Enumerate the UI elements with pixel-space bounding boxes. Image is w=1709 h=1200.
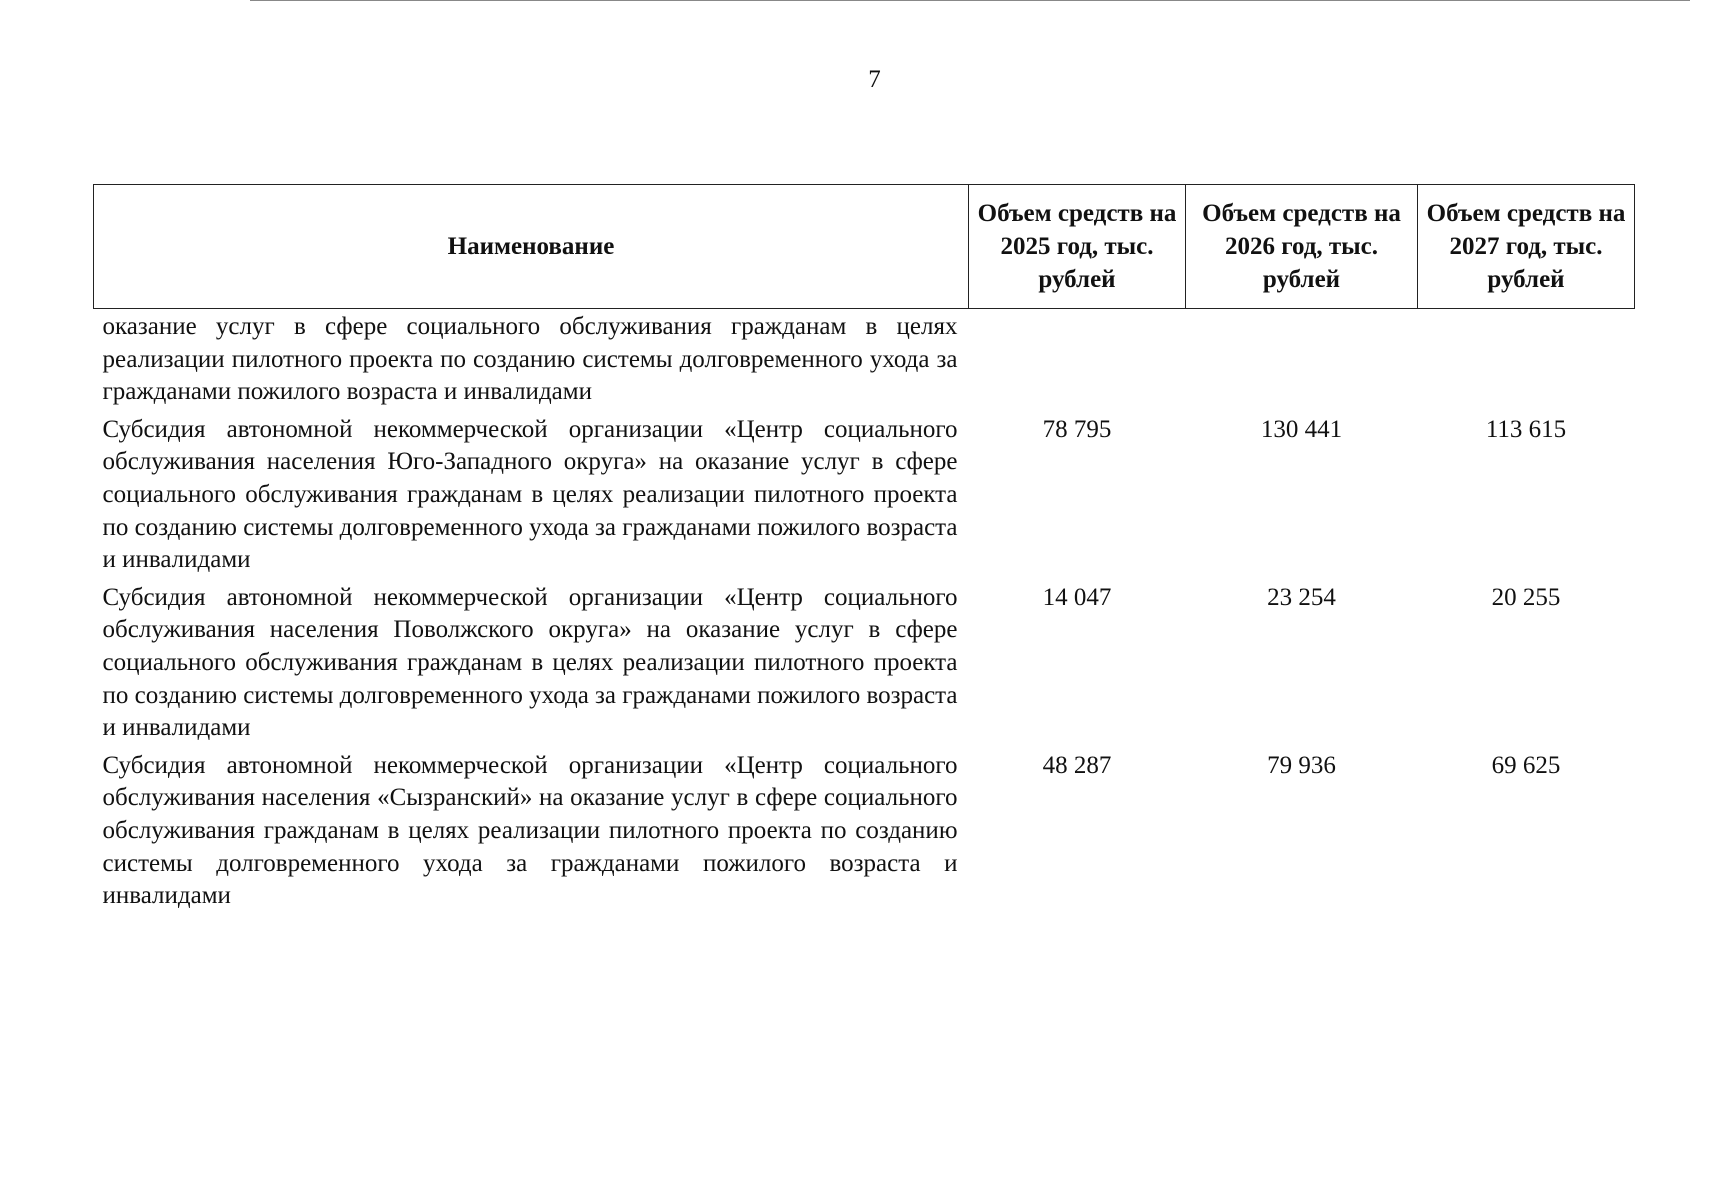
budget-table bbox=[93, 184, 1635, 918]
table-body bbox=[94, 309, 1635, 918]
row-2026-cell: 130 441 bbox=[1260, 415, 1343, 443]
table-row bbox=[94, 414, 1635, 582]
row-name-cell: Субсидия автономной некоммерческой организации «Центр социального обслуживания населения Поволжского округа» на оказание услуг в сфере социального обслуживания гражданам в целях реализации пилотного проекта по созданию системы долговременного ухода за гражданами пожилого возраста и инвалидами bbox=[102, 583, 958, 742]
header-2026: Объем средств на 2026 год, тыс. рублей bbox=[1186, 185, 1418, 309]
row-2025-cell: 48 287 bbox=[1042, 751, 1112, 779]
row-2025-cell: 78 795 bbox=[1042, 415, 1112, 443]
row-2025-cell: 14 047 bbox=[1042, 583, 1112, 611]
row-2025-cell bbox=[969, 309, 1186, 414]
row-2026-cell: 79 936 bbox=[1267, 751, 1336, 779]
row-2027-cell: 113 615 bbox=[1485, 415, 1567, 443]
page-number: 7 bbox=[868, 66, 881, 93]
row-2027-cell: 69 625 bbox=[1491, 751, 1561, 779]
table-row bbox=[94, 582, 1635, 750]
page-top-edge-rule bbox=[250, 0, 1690, 1]
header-2025: Объем средств на 2025 год, тыс. рублей bbox=[969, 185, 1186, 309]
table-header bbox=[94, 185, 1635, 309]
row-name-cell: Субсидия автономной некоммерческой организации «Центр социального обслуживания населения Юго-Западного округа» на оказание услуг в сфере социального обслуживания гражданам в целях реализации пилотного проекта по созданию системы долговременного ухода за гражданами пожилого возраста и инвалидами bbox=[102, 415, 958, 574]
header-name: Наименование bbox=[94, 185, 969, 309]
row-2027-cell bbox=[1418, 309, 1635, 414]
header-2027: Объем средств на 2027 год, тыс. рублей bbox=[1418, 185, 1635, 309]
table-row bbox=[94, 750, 1635, 918]
row-name-cell: Субсидия автономной некоммерческой организации «Центр социального обслуживания населения «Сызранский» на оказание услуг в сфере социального обслуживания гражданам в целях реализации пилотного проекта по созданию системы долговременного ухода за гражданами пожилого возраста и инвалидами bbox=[102, 751, 958, 910]
row-name-cell: оказание услуг в сфере социального обслуживания гражданам в целях реализации пилотного проекта по созданию системы долговременного ухода за гражданами пожилого возраста и инвалидами bbox=[102, 313, 958, 406]
table-row bbox=[94, 309, 1635, 414]
header-row bbox=[94, 185, 1635, 309]
row-2027-cell: 20 255 bbox=[1491, 583, 1561, 611]
row-2026-cell bbox=[1186, 309, 1418, 414]
row-2026-cell: 23 254 bbox=[1267, 583, 1336, 611]
